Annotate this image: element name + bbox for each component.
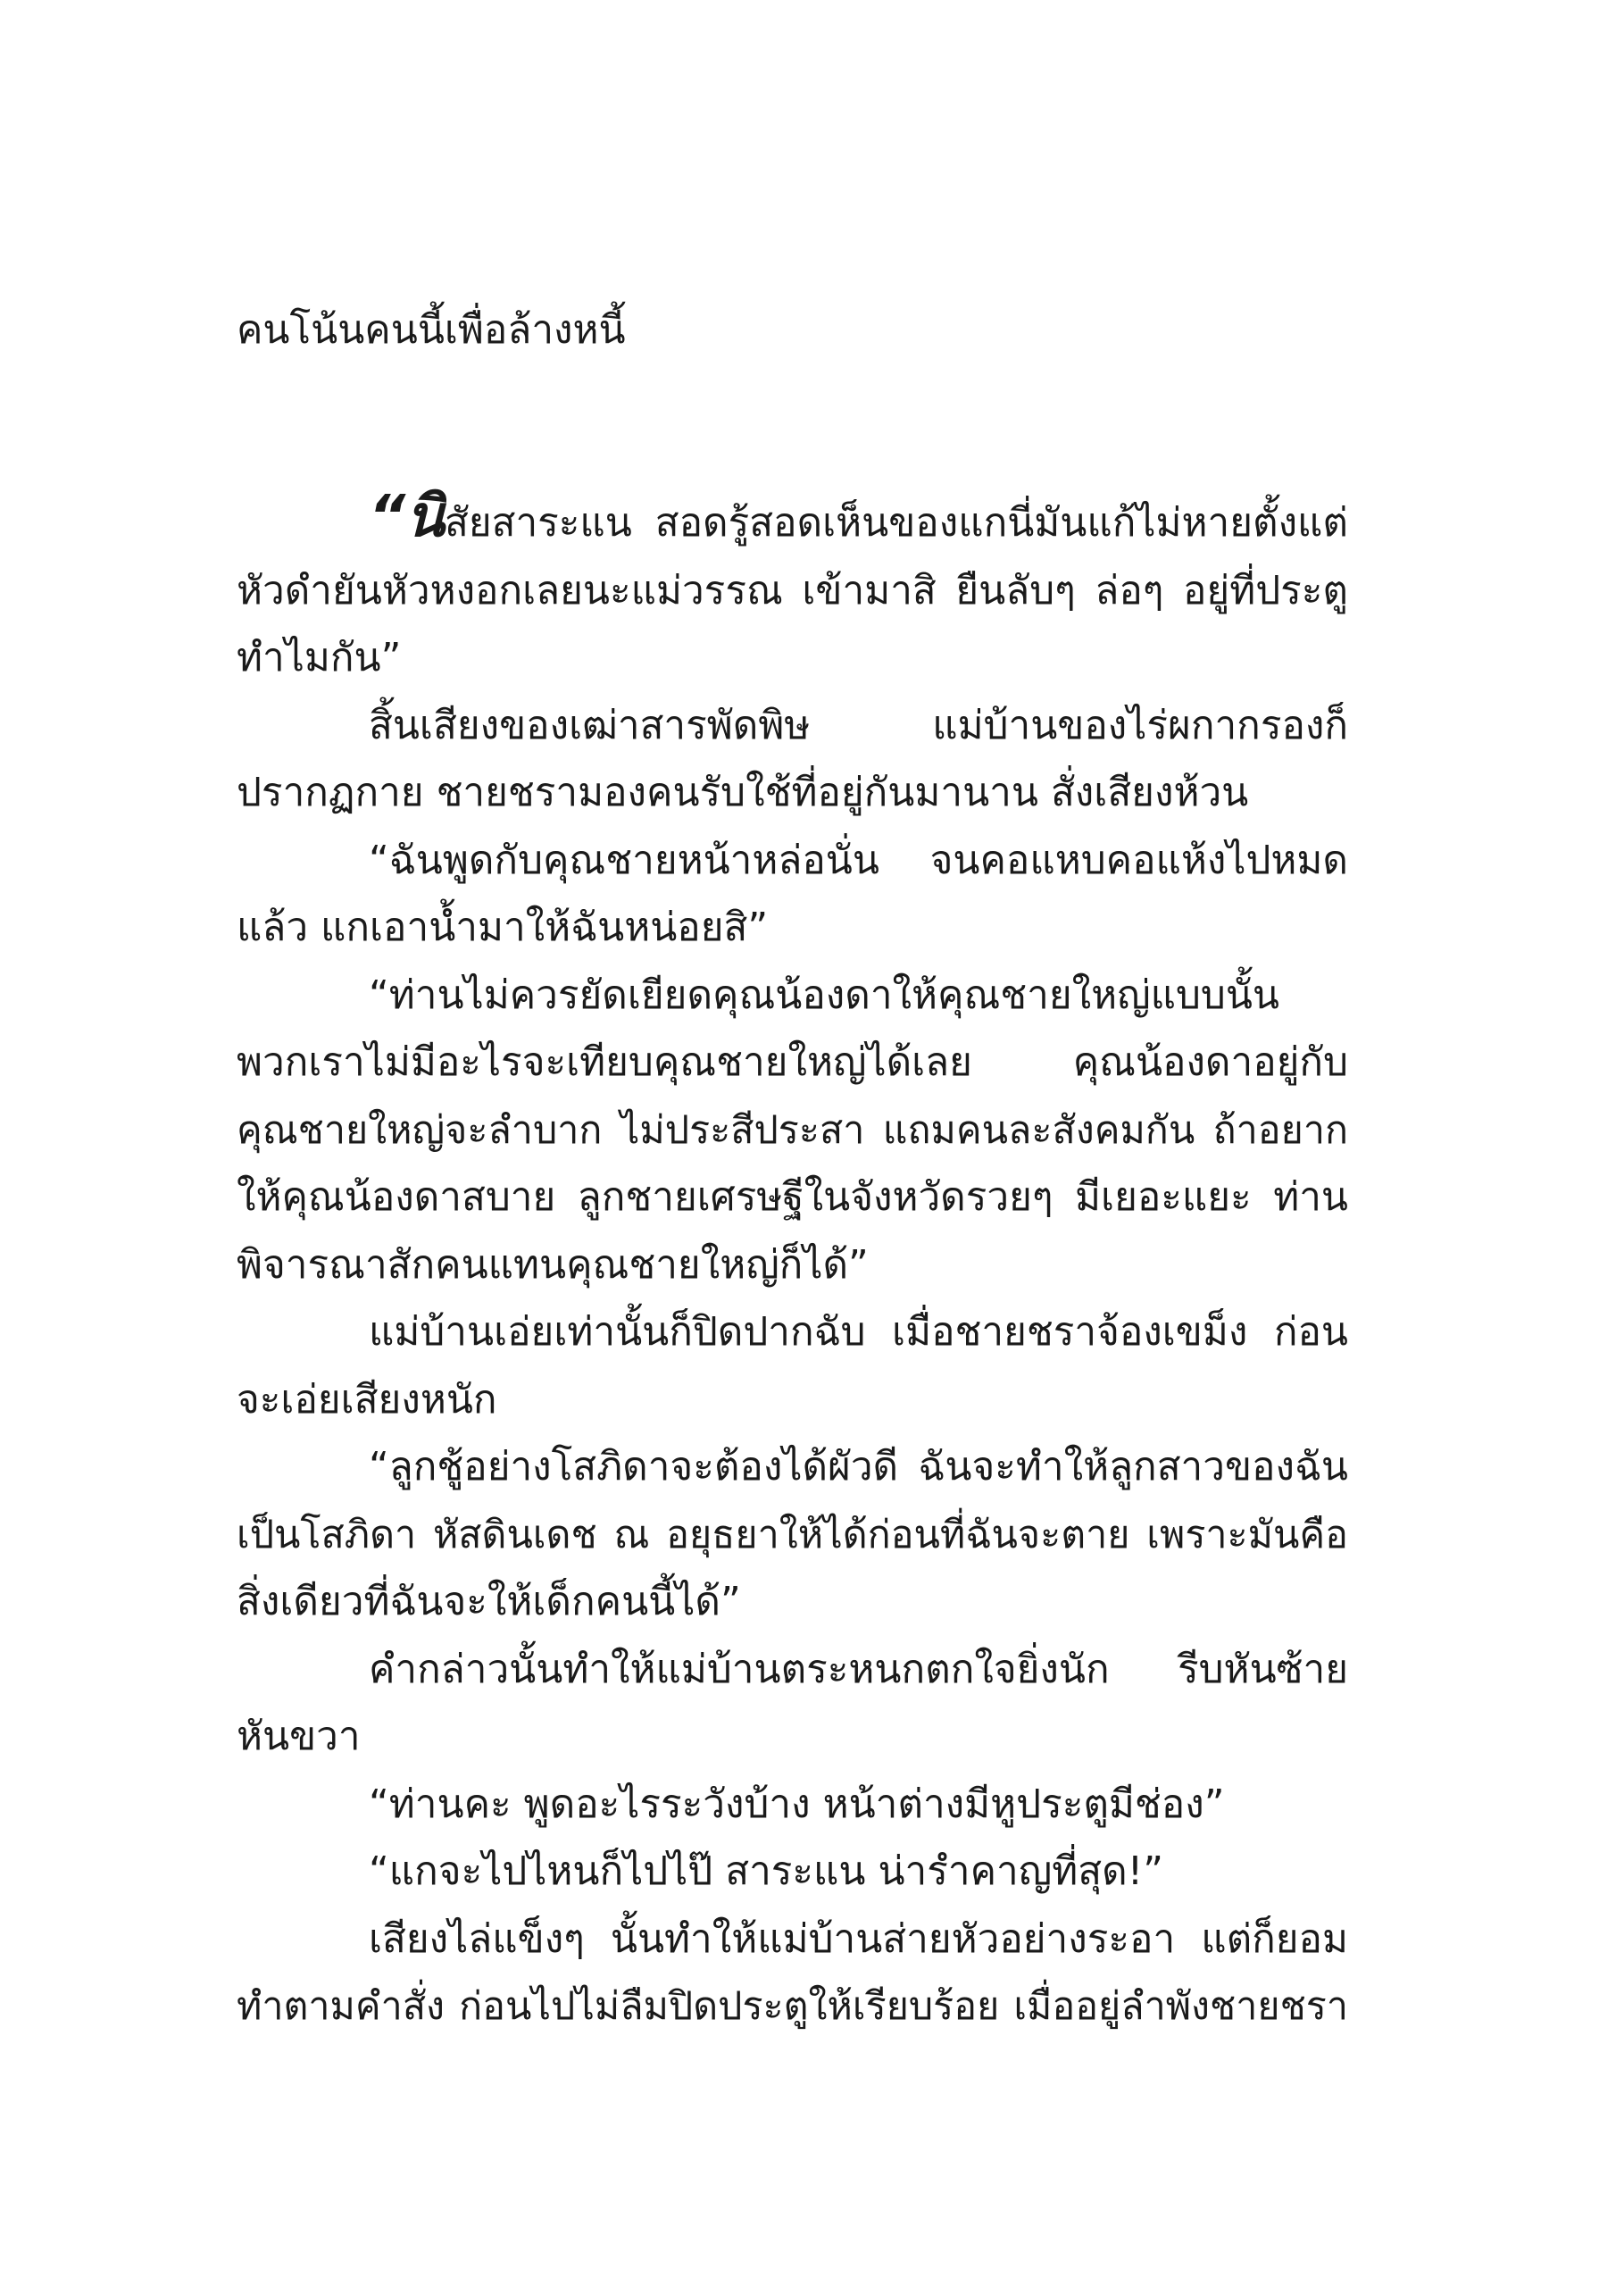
line-text: ทำตามคำสั่ง ก่อนไปไม่ลืมปิดประตูให้เรียบร้อย เมื่ออยู่ลำพังชายชรา bbox=[237, 1984, 1348, 2029]
line-text: “แกจะไปไหนก็ไปไป๊ สาระแน น่ารำคาญที่สุด!” bbox=[369, 1848, 1164, 1894]
text-line bbox=[237, 1568, 1348, 1636]
text-line bbox=[237, 1029, 1348, 1097]
text-line bbox=[237, 1838, 1348, 1906]
text-line bbox=[237, 624, 1348, 692]
line-text: แล้ว แกเอาน้ำมาให้ฉันหน่อยสิ” bbox=[237, 905, 769, 950]
text-line bbox=[237, 692, 1348, 760]
line-text: พิจารณาสักคนแทนคุณชายใหญ่ก็ได้” bbox=[237, 1241, 869, 1288]
line-text: แม่บ้านเอ่ยเท่านั้นก็ปิดปากฉับ เมื่อชายชราจ้องเขม็ง ก่อน bbox=[369, 1309, 1348, 1355]
line-text: หัวดำยันหัวหงอกเลยนะแม่วรรณ เข้ามาสิ ยืนลับๆ ล่อๆ อยู่ที่ประตู bbox=[237, 567, 1348, 613]
text-line bbox=[237, 1501, 1348, 1569]
text-line bbox=[237, 557, 1348, 625]
line-text: ทำไมกัน” bbox=[237, 635, 402, 680]
text-line bbox=[237, 1298, 1348, 1366]
line-text: จะเอ่ยเสียงหนัก bbox=[237, 1376, 497, 1423]
text-line bbox=[237, 1973, 1348, 2040]
line-text: คุณชายใหญ่จะลำบาก ไม่ประสีประสา แถมคนละสังคมกัน ถ้าอยาก bbox=[237, 1107, 1348, 1153]
line-text: พวกเราไม่มีอะไรจะเทียบคุณชายใหญ่ได้เลย คุณน้องดาอยู่กับ bbox=[237, 1039, 1348, 1085]
text-line bbox=[237, 1097, 1348, 1164]
text-line bbox=[237, 894, 1348, 962]
line-text: สิ้นเสียงของเฒ่าสารพัดพิษ แม่บ้านของไร่ผกากรองก็ bbox=[369, 702, 1348, 748]
body-text bbox=[237, 484, 1348, 2040]
line-text: ให้คุณน้องดาสบาย ลูกชายเศรษฐีในจังหวัดรวยๆ มีเยอะแยะ ท่าน bbox=[237, 1174, 1348, 1220]
text-line bbox=[237, 1906, 1348, 1973]
text-line bbox=[237, 1703, 1348, 1771]
line-text: สัยสาระแน สอดรู้สอดเห็นของแกนี่มันแก้ไม่หายตั้งแต่ bbox=[444, 500, 1348, 546]
text-line bbox=[237, 1771, 1348, 1839]
line-text: “ลูกชู้อย่างโสภิดาจะต้องได้ผัวดี ฉันจะทำให้ลูกสาวของฉัน bbox=[369, 1444, 1348, 1489]
text-line bbox=[237, 1231, 1348, 1299]
text-line bbox=[237, 962, 1348, 1030]
line-text: “ท่านไม่ควรยัดเยียดคุณน้องดาให้คุณชายใหญ่แบบนั้น bbox=[369, 972, 1279, 1018]
line-text: ปรากฏกาย ชายชรามองคนรับใช้ที่อยู่กันมานาน สั่งเสียงห้วน bbox=[237, 770, 1249, 815]
text-line bbox=[237, 759, 1348, 827]
text-line bbox=[237, 484, 1348, 557]
text-line bbox=[237, 827, 1348, 895]
text-line bbox=[237, 1164, 1348, 1231]
line-text: เสียงไล่แข็งๆ นั้นทำให้แม่บ้านส่ายหัวอย่างระอา แต่ก็ยอม bbox=[369, 1915, 1348, 1962]
drop-cap: “นิ bbox=[369, 484, 445, 550]
line-text: เป็นโสภิดา หัสดินเดช ณ อยุธยาให้ได้ก่อนที่ฉันจะตาย เพราะมันคือ bbox=[237, 1512, 1348, 1557]
line-text: หันขวา bbox=[237, 1714, 361, 1759]
line-text: คำกล่าวนั้นทำให้แม่บ้านตระหนกตกใจยิ่งนัก รีบหันซ้าย bbox=[369, 1646, 1348, 1692]
line-text: “ฉันพูดกับคุณชายหน้าหล่อนั่น จนคอแหบคอแห้งไปหมด bbox=[369, 837, 1348, 883]
text-line bbox=[237, 1636, 1348, 1704]
line-text: สิ่งเดียวที่ฉันจะให้เด็กคนนี้ได้” bbox=[237, 1579, 741, 1624]
text-line bbox=[237, 1366, 1348, 1434]
line-text: “ท่านคะ พูดอะไรระวังบ้าง หน้าต่างมีหูประตูมีช่อง” bbox=[369, 1781, 1225, 1827]
chapter-heading: คนโน้นคนนี้เพื่อล้างหนี้ bbox=[237, 307, 626, 353]
text-line bbox=[237, 1433, 1348, 1501]
